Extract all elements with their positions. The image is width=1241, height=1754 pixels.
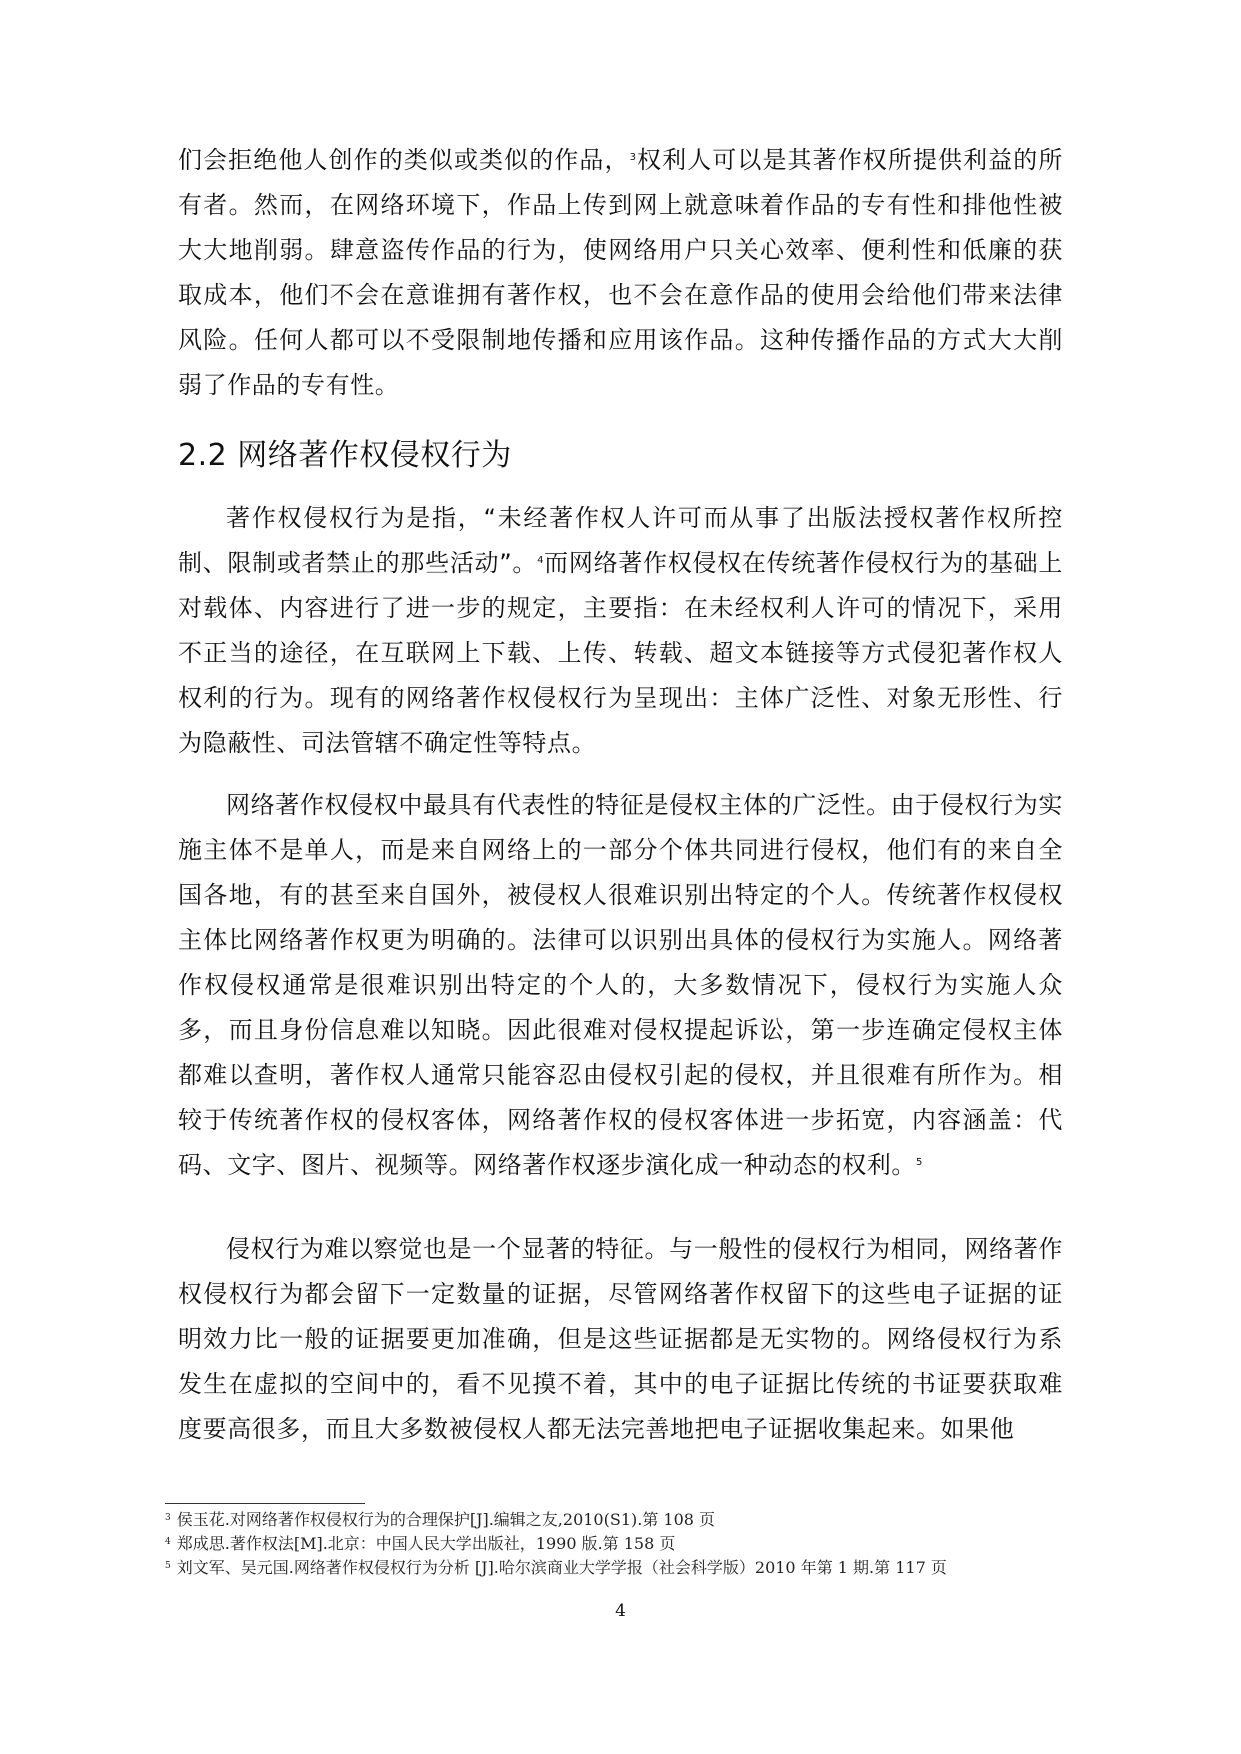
footnote-text: 刘文军、吴元国.网络著作权侵权行为分析 [J].哈尔滨商业大学学报（社会科学版）2010 年第 1 期.第 117 页 [176, 1558, 947, 1577]
footnote-mark: 3 [165, 1513, 171, 1523]
paragraph-text: 网络著作权侵权中最具有代表性的特征是侵权主体的广泛性。由于侵权行为实施主体不是单人，而是来自网络上的一部分个体共同进行侵权，他们有的来自全国各地，有的甚至来自国外，被侵权人很难识别出特定的个人。传统著作权侵权主体比网络著作权更为明确的。法律可以识别出具体的侵权行为实施人。网络著作权侵权通常是很难识别出特定的个人的，大多数情况下，侵权行为实施人众多，而且身份信息难以知晓。因此很难对侵权提起诉讼，第一步连确定侵权主体都难以查明，著作权人通常只能容忍由侵权引起的侵权，并且很难有所作为。相较于传统著作权的侵权客体，网络著作权的侵权客体进一步拓宽，内容涵盖：代码、文字、图片、视频等。网络著作权逐步演化成一种动态的权利。 [178, 791, 1063, 1179]
footnote-5 [165, 1555, 1065, 1579]
footnote-mark: 4 [165, 1537, 171, 1547]
page-number: 4 [615, 1601, 626, 1621]
footnote-4 [165, 1531, 1065, 1555]
paragraph-4 [178, 1227, 1063, 1452]
footnote-ref-5[interactable]: 5 [916, 1157, 923, 1168]
footnote-ref-3[interactable]: 3 [629, 152, 637, 163]
footnote-mark: 5 [165, 1561, 171, 1571]
paragraph-text: 著作权侵权行为是指，“未经著作权人许可而从事了出版法授权著作权所控制、限制或者禁止的那些活动”。 [178, 504, 1063, 577]
paragraph-2 [178, 496, 1063, 766]
footnote-divider [165, 1503, 365, 1504]
section-heading: 2.2 网络著作权侵权行为 [178, 438, 512, 473]
paragraph-text: 们会拒绝他人创作的类似或类似的作品， [178, 146, 630, 174]
paragraph-1 [178, 138, 1063, 408]
footnotes [165, 1507, 1065, 1579]
paragraph-text: 权利人可以是其著作权所提供利益的所有者。然而，在网络环境下，作品上传到网上就意味着作品的专有性和排他性被大大地削弱。肆意盗传作品的行为，使网络用户只关心效率、便利性和低廉的获取成本，他们不会在意谁拥有著作权，也不会在意作品的使用会给他们带来法律风险。任何人都可以不受限制地传播和应用该作品。这种传播作品的方式大大削弱了作品的专有性。 [178, 146, 1063, 399]
footnote-3 [165, 1507, 1065, 1531]
footnote-ref-4[interactable]: 4 [537, 555, 545, 566]
paragraph-3 [178, 783, 1063, 1188]
paragraph-text: 而网络著作权侵权在传统著作侵权行为的基础上对载体、内容进行了进一步的规定，主要指：在未经权利人许可的情况下，采用不正当的途径，在互联网上下载、上传、转载、超文本链接等方式侵犯著作权人权利的行为。现有的网络著作权侵权行为呈现出：主体广泛性、对象无形性、行为隐蔽性、司法管辖不确定性等特点。 [178, 549, 1063, 757]
footnote-text: 侯玉花.对网络著作权侵权行为的合理保护[J].编辑之友,2010(S1).第 108 页 [176, 1510, 716, 1529]
footnote-text: 郑成思.著作权法[M].北京：中国人民大学出版社，1990 版.第 158 页 [176, 1534, 676, 1553]
paragraph-text: 侵权行为难以察觉也是一个显著的特征。与一般性的侵权行为相同，网络著作权侵权行为都会留下一定数量的证据，尽管网络著作权留下的这些电子证据的证明效力比一般的证据要更加准确，但是这些证据都是无实物的。网络侵权行为系发生在虚拟的空间中的，看不见摸不着，其中的电子证据比传统的书证要获取难度要高很多，而且大多数被侵权人都无法完善地把电子证据收集起来。如果他 [178, 1235, 1063, 1443]
